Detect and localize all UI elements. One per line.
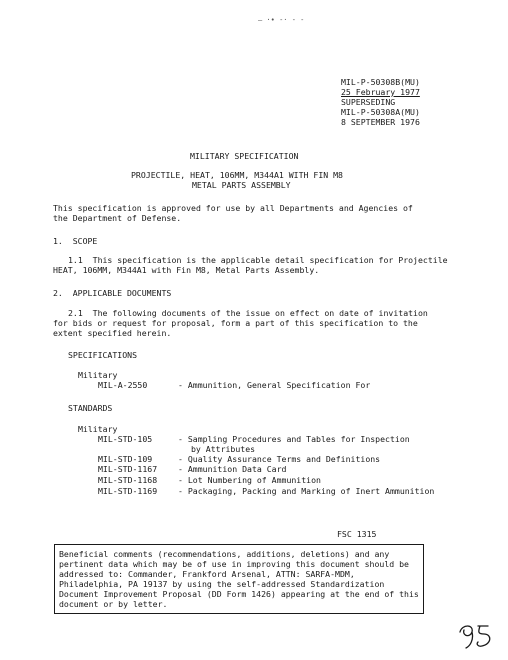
- fsc-code: FSC 1315: [337, 529, 377, 539]
- superseding-label: SUPERSEDING: [341, 97, 396, 107]
- section-1-heading: 1. SCOPE: [53, 236, 98, 246]
- standard-item-title-cont: by Attributes: [191, 444, 256, 454]
- spec-title-line2: METAL PARTS ASSEMBLY: [192, 180, 291, 190]
- specifications-heading: SPECIFICATIONS: [68, 350, 138, 360]
- spec-item-title: - Ammunition, General Specification For: [178, 380, 371, 390]
- standard-item-title: - Packaging, Packing and Marking of Inert Ammunition: [178, 486, 435, 496]
- standard-item-title: - Lot Numbering of Ammunition: [178, 475, 321, 485]
- superseded-number: MIL-P-50308A(MU): [341, 107, 420, 117]
- standard-item-title: - Quality Assurance Terms and Definitions: [178, 454, 381, 464]
- approval-line2: the Department of Defense.: [53, 213, 182, 223]
- standard-item-title: - Ammunition Data Card: [178, 464, 287, 474]
- handwritten-signature-mark-icon: [456, 622, 496, 650]
- spec-heading: MILITARY SPECIFICATION: [190, 151, 299, 161]
- comments-text: Beneficial comments (recommendations, additions, deletions) and any pertinent data which may be of use in improving this document should be addressed to: Commander, Frankford Arsenal, ATTN: SARFA-MDM, Philadelphia, PA 19137 by using the self-addressed Standardization Document Improvement Proposal (DD Form 1426) appearing at the end of this document or by letter.: [59, 549, 419, 609]
- standards-subheading: Military: [78, 424, 118, 434]
- section-2-para-line2: for bids or request for proposal, form a part of this specification to the: [53, 318, 418, 328]
- spec-title-line1: PROJECTILE, HEAT, 106MM, M344A1 WITH FIN M8: [131, 170, 343, 180]
- doc-number: MIL-P-50308B(MU): [341, 77, 420, 87]
- standard-item-number: MIL-STD-109: [98, 454, 153, 464]
- superseded-date: 8 SEPTEMBER 1976: [341, 117, 420, 127]
- standard-item-number: MIL-STD-1168: [98, 475, 158, 485]
- specifications-subheading: Military: [78, 370, 118, 380]
- standard-item-number: MIL-STD-1169: [98, 486, 158, 496]
- standard-item-number: MIL-STD-105: [98, 434, 153, 444]
- standard-item-number: MIL-STD-1167: [98, 464, 158, 474]
- doc-date: 25 February 1977: [341, 87, 420, 97]
- scan-artifact: — ·• -· - -: [258, 16, 305, 24]
- comments-box: [54, 544, 424, 614]
- spec-item-number: MIL-A-2550: [98, 380, 148, 390]
- section-2-para-line1: 2.1 The following documents of the issue on effect on date of invitation: [68, 308, 428, 318]
- section-1-para-line1: 1.1 This specification is the applicable detail specification for Projectile: [68, 255, 448, 265]
- standard-item-title: - Sampling Procedures and Tables for Inspection: [178, 434, 410, 444]
- section-1-para-line2: HEAT, 106MM, M344A1 with Fin M8, Metal Parts Assembly.: [53, 265, 320, 275]
- approval-line1: This specification is approved for use by all Departments and Agencies of: [53, 203, 413, 213]
- section-2-heading: 2. APPLICABLE DOCUMENTS: [53, 288, 172, 298]
- section-2-para-line3: extent specified herein.: [53, 328, 172, 338]
- standards-heading: STANDARDS: [68, 403, 113, 413]
